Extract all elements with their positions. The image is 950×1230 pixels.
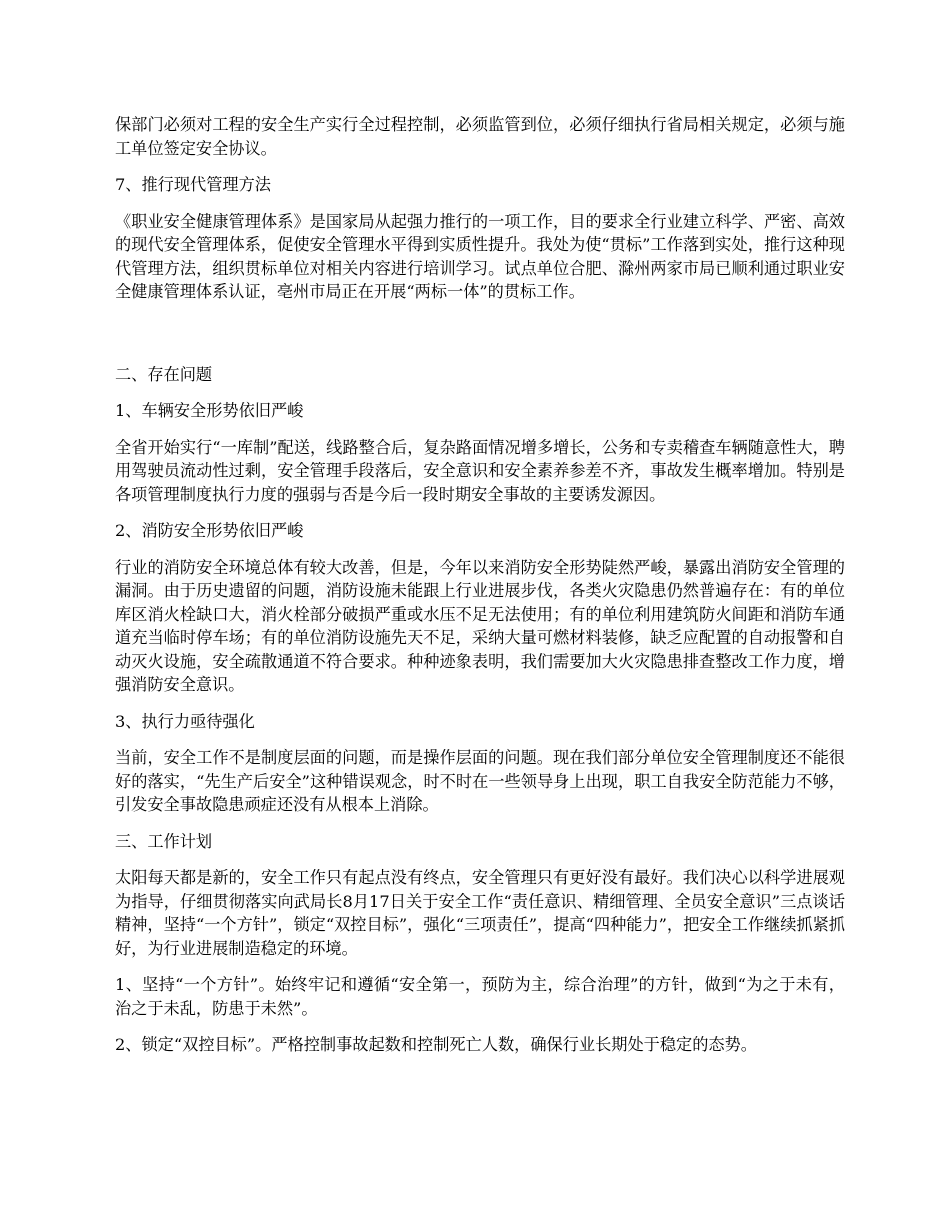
heading-work-plan: 三、工作计划: [115, 831, 213, 851]
heading-fire-safety: 2、消防安全形势依旧严峻: [115, 521, 304, 540]
heading-execution: 3、执行力亟待强化: [115, 711, 255, 731]
paragraph-one-policy: 1、坚持“一个方针”。始终牢记和遵循“安全第一，预防为主，综合治理”的方针，做到“为之于未有，治之于未乱，防患于未然”。: [115, 975, 845, 1018]
paragraph-fire-safety: 行业的消防安全环境总体有较大改善，但是，今年以来消防安全形势陡然严峻，暴露出消防安全管理的漏洞。由于历史遗留的问题，消防设施未能跟上行业进展步伐，各类火灾隐患仍然普遍存在：有的单位库区消火栓缺口大，消火栓部分破损严重或水压不足无法使用；有的单位利用建筑防火间距和消防车通道充当临时停车场；有的单位消防设施先天不足，采纳大量可燃材料装修，缺乏应配置的自动报警和自动灭火设施，安全疏散通道不符合要求。种种迹象表明，我们需要加大火灾隐患排查整改工作力度，增强消防安全意识。: [115, 557, 845, 694]
section-spacer: [115, 317, 845, 363]
heading-vehicle-safety: 1、车辆安全形势依旧严峻: [115, 401, 304, 420]
paragraph-dual-control: 2、锁定“双控目标”。严格控制事故起数和控制死亡人数，确保行业长期处于稳定的态势。: [115, 1035, 757, 1054]
paragraph-vehicle-safety: 全省开始实行“一库制”配送，线路整合后，复杂路面情况增多增长，公务和专卖稽查车辆随意性大，聘用驾驶员流动性过剩，安全管理手段落后，安全意识和安全素养参差不齐，事故发生概率增加。特别是各项管理制度执行力度的强弱与否是今后一段时期安全事故的主要诱发源因。: [115, 437, 845, 504]
paragraph-execution: 当前，安全工作不是制度层面的问题，而是操作层面的问题。现在我们部分单位安全管理制度还不能很好的落实，“先生产后安全”这种错误观念，时不时在一些领导身上出现，职工自我安全防范能力不够，引发安全事故隐患顽症还没有从根本上消除。: [115, 748, 845, 814]
paragraph-health-system: 《职业安全健康管理体系》是国家局从起强力推行的一项工作，目的要求全行业建立科学、严密、高效的现代安全管理体系，促使安全管理水平得到实质性提升。我处为使“贯标”工作落到实处，推行这种现代管理方法，组织贯标单位对相关内容进行培训学习。试点单位合肥、滁州两家市局已顺利通过职业安全健康管理体系认证，亳州市局正在开展“两标一体”的贯标工作。: [115, 211, 845, 301]
document-body: [115, 113, 845, 1070]
paragraph-work-plan: 太阳每天都是新的，安全工作只有起点没有终点，安全管理只有更好没有最好。我们决心以科学进展观为指导，仔细贯彻落实向武局长8月17日关于安全工作“责任意识、精细管理、全员安全意识”三点谈话精神，坚持“一个方针”，锁定“双控目标”，强化“三项责任”，提高“四种能力”，把安全工作继续抓紧抓好，为行业进展制造稳定的环境。: [115, 868, 845, 958]
heading-existing-problems: 二、存在问题: [115, 364, 213, 384]
paragraph-intro: 保部门必须对工程的安全生产实行全过程控制，必须监管到位，必须仔细执行省局相关规定，必须与施工单位签定安全协议。: [115, 115, 845, 158]
heading-modern-management: 7、推行现代管理方法: [115, 175, 271, 194]
